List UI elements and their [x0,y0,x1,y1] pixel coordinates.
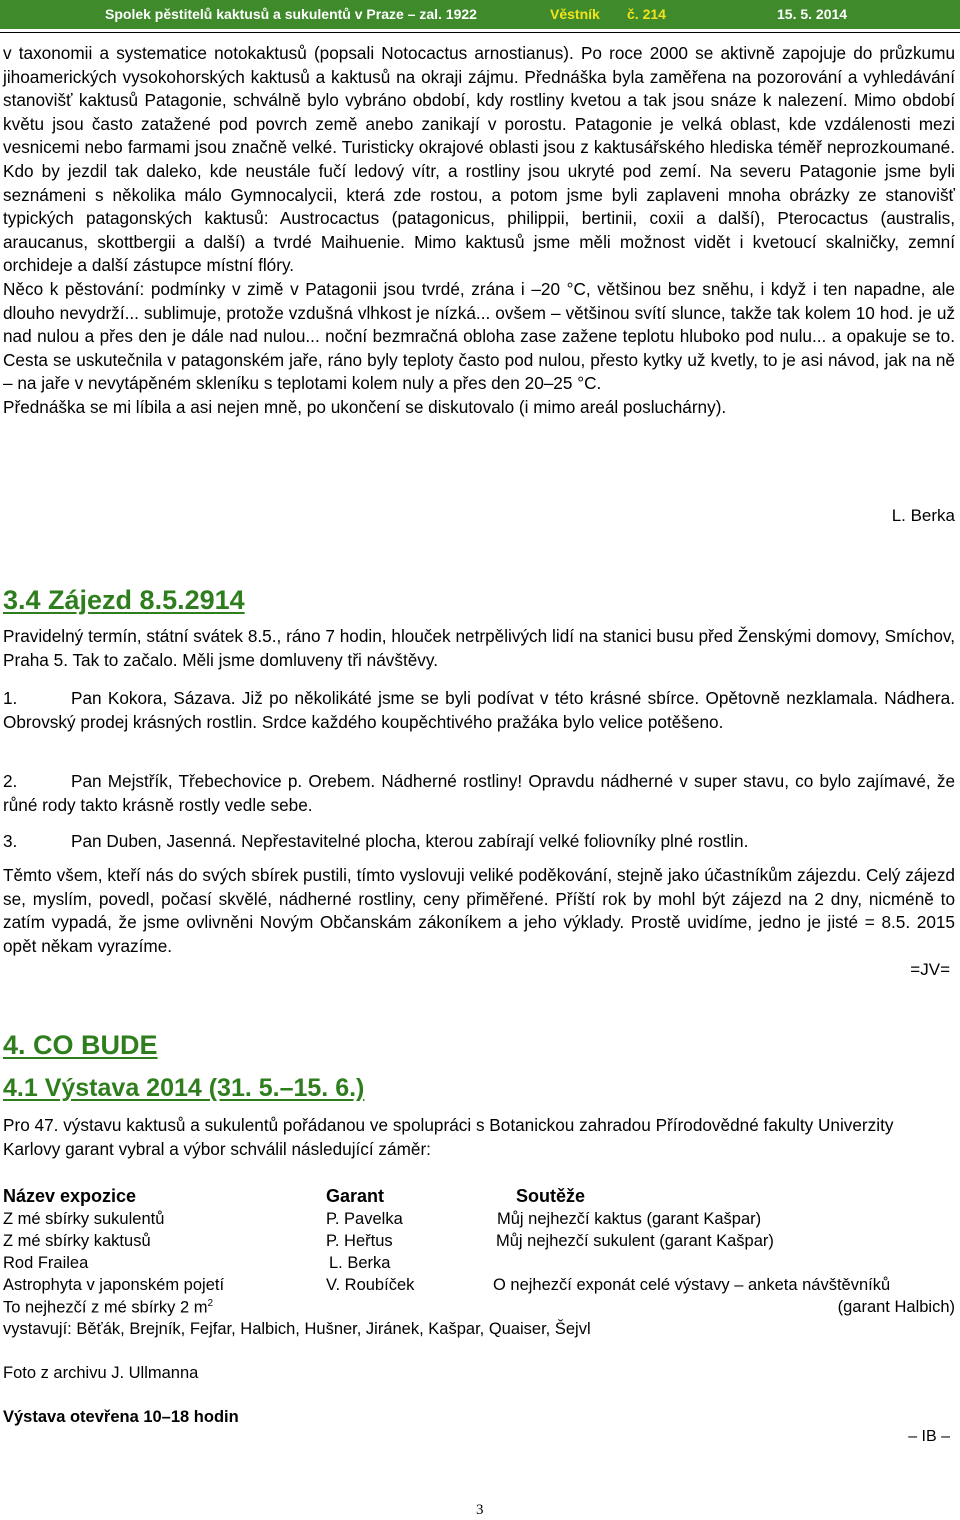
table-cell: Astrophyta v japonském pojetí [3,1276,225,1294]
exhibition-table [3,1186,955,1342]
article-intro-paragraph: v taxonomii a systematice notokaktusů (popsali Notocactus arnostianus). Po roce 2000 se aktivně zapojuje do průzkumu jihoamerických vysokohorských kaktusů a kaktusů na okraji zájmu. Přednáška byla zaměřena na pozorování a vyhledávání stanovišť kaktusů Patagonie, schválně bylo vybráno období, kdy rostliny kvetou a tak jsou snáze k nalezení. Mimo období květu jsou často zatažené pod povrch země anebo zanikají v porostu. Patagonie je velká oblast, kde vzdálenosti mezi vesnicemi nebo farmami jsou značně velké. Turisticky okrajové oblasti jsou z kaktusářského hlediska téměř neprozkoumané. Kdo by jezdil tak daleko, kde neustále fučí ledový vítr, a rostliny jsou ukryté pod zemí. Na severu Patagonie jsme byli seznámeni s několika málo Gymnocalycii, která zde rostou, a potom jsme byli zaplaveni mnoha obrázky ze stanovišť typických patagonských kaktusů: Austrocactus (patagonicus, philippii, bertinii, coxii a další), Pterocactus (australis, araucanus, skottbergii a další) a tvrdé Maihuenie. Mimo kaktusů jsme měli možnost vidět i kvetoucí skalničky, zemní orchideje a další zástupce místní flóry. [3,43,955,276]
trip-item-1 [3,687,955,734]
trip-thanks-paragraph: Těmto všem, kteří nás do svých sbírek pustili, tímto vyslovuji veliké poděkování, stejně jako účastníkům zájezdu. Celý zájezd se, myslím, povedl, počasí skvělé, nádherné rostliny, ceny přiměřené. Příští rok by mohl být zájezd na 2 dny, nicméně to zatím vypadá, že jsme ovlivněni Novým Občanskám zákoníkem a jeho výklady. Prostě uvidíme, jedno je jisté = 8.5. 2015 opět někam vyrazíme. [3,865,955,956]
table-row [3,1210,955,1232]
table-cell: Z mé sbírky kaktusů [3,1232,151,1250]
trip-item-number: 3. [3,831,18,851]
table-header: Název expozice [3,1186,137,1206]
issue-date: 15. 5. 2014 [777,6,848,22]
trip-signature: =JV= [910,960,950,979]
issue-number: č. 214 [627,6,666,22]
trip-item-text: Pan Duben, Jasenná. Nepřestavitelné plocha, kterou zabírají velké foliovníky plné rostlin. [71,831,749,851]
table-cell: Můj nejhezčí sukulent (garant Kašpar) [496,1232,774,1250]
opening-hours: Výstava otevřena 10–18 hodin [3,1408,239,1426]
trip-item-number: 1. [3,688,18,708]
trip-item-3 [3,830,955,854]
table-header-row [3,1186,955,1210]
table-row [3,1232,955,1254]
table-header: Garant [326,1186,385,1206]
trip-item-text: Pan Mejstřík, Třebechovice p. Orebem. Nádherné rostliny! Opravdu nádherné v super stavu, co bylo zajímavé, že růné rody takto krásně rostly vedle sebe. [3,771,955,815]
table-cell: Z mé sbírky sukulentů [3,1210,165,1228]
table-cell: P. Heřtus [326,1232,393,1250]
page-number: 3 [476,1502,484,1518]
section-3-4-heading: 3.4 Zájezd 8.5.2914 [3,585,245,615]
article-body [3,42,955,420]
bulletin-name: Věstník [550,6,600,22]
society-name: Spolek pěstitelů kaktusů a sukulentů v Praze – zal. 1922 [105,6,477,22]
article-closing-paragraph: Přednáška se mi líbila a asi nejen mně, po ukončení se diskutovalo (i mimo areál posluchárny). [3,396,727,417]
table-cell: Rod Frailea [3,1254,89,1272]
trip-item-text: Pan Kokora, Sázava. Již po několikáté jsme se byli podívat v této krásné sbírce. Opětovně nezklamala. Nádhera. Obrovský prodej krásných rostlin. Srdce každého koupěchtivého pražáka bylo velice potěšeno. [3,688,955,732]
exhibitors-line: vystavují: Běťák, Brejník, Fejfar, Halbich, Hušner, Jiránek, Kašpar, Quaiser, Šejvl [3,1320,591,1338]
table-row [3,1276,955,1298]
trip-item-2 [3,770,955,817]
article-growing-paragraph: Něco k pěstování: podmínky v zimě v Patagonii jsou tvrdé, zrána i –20 °C, většinou bez sněhu, i když i ten napadne, ale dlouho nevydrží... sublimuje, protože vzdušná vlhkost je nízká... ovšem – většinou svítí slunce, takže tak kolem 10 hod. je už nad nulou a přes den je dále nad nulou... noční bezmračná obloha zase zažene teplotu hluboko pod nulu... a opakuje se to. Cesta se uskutečnila v patagonském jaře, ráno byly teploty často pod nulou, přesto kytky už kvetly, to je asi návod, jak na ně – na jaře v nevytápěném skleníku s teplotami kolem nuly a přes den 20–25 °C. [3,278,955,394]
trip-intro-paragraph: Pravidelný termín, státní svátek 8.5., ráno 7 hodin, hlouček netrpělivých lidí na stanici busu před Ženskými domovy, Smíchov, Praha 5. Tak to začalo. Měli jsme domluveny tři návštěvy. [3,626,955,670]
table-row [3,1254,955,1276]
exhibition-signature: – IB – [908,1428,950,1445]
article-signature: L. Berka [891,506,955,525]
table-cell: L. Berka [329,1254,391,1272]
photo-credit: Foto z archivu J. Ullmanna [3,1364,199,1382]
section-4-1-heading: 4.1 Výstava 2014 (31. 5.–15. 6.) [3,1074,365,1102]
table-cell: O nejhezčí exponát celé výstavy – anketa návštěvníků [493,1276,891,1294]
table-row [3,1298,955,1320]
table-cell [3,1298,213,1318]
header-divider [0,32,960,33]
table-cell: Můj nejhezčí kaktus (garant Kašpar) [497,1210,762,1228]
trip-item-number: 2. [3,771,18,791]
table-cell: P. Pavelka [326,1210,403,1228]
page-header [0,0,960,29]
exhibition-intro-paragraph: Pro 47. výstavu kaktusů a sukulentů pořádanou ve spolupráci s Botanickou zahradou Přírodovědné fakulty Univerzity Karlovy garant vybral a výbor schválil následující záměr: [3,1115,894,1159]
table-cell-text: To nejhezčí z mé sbírky 2 m [3,1298,208,1317]
table-cell: (garant Halbich) [837,1298,955,1316]
table-row [3,1320,955,1342]
table-header: Soutěže [516,1186,586,1206]
section-4-heading: 4. CO BUDE [3,1030,158,1060]
table-cell: V. Roubíček [326,1276,415,1294]
superscript: 2 [207,1298,214,1309]
